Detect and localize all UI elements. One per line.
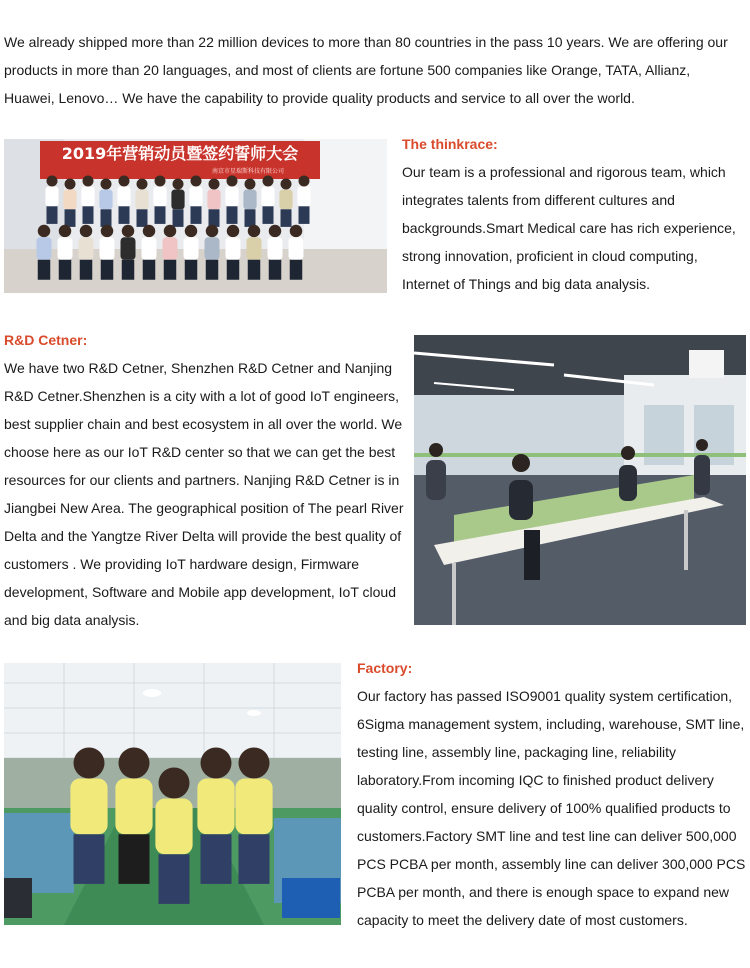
banner-subtext: 南京市星瑞斯科技有限公司 (211, 168, 284, 175)
factory-photo (4, 663, 341, 925)
intro-paragraph: We already shipped more than 22 million devices to more than 80 countries in the pass 10 years. We are offering our products in more than 20 languages, and most of clients are fortune 500 companies like Orange, TATA, Allianz, Huawei, Lenovo… We have the capability to provide quality products and service to all over the world. (4, 34, 728, 106)
factory-description: Our factory has passed ISO9001 quality system certification, 6Sigma management system, including, warehouse, SMT line, testing line, assembly line, packaging line, reliability laboratory.From incoming IQC to finished product delivery quality control, ensure delivery of 100% qualified products to customers.Factory SMT line and test line can deliver 500,000 PCS PCBA per month, assembly line can deliver 300,000 PCS PCBA per month, and there is enough space to expand new capacity to meet the delivery date of most customers. (357, 688, 746, 928)
rnd-description: We have two R&D Cetner, Shenzhen R&D Cetner and Nanjing R&D Cetner.Shenzhen is a city with a lot of good IoT engineers, best supplier chain and best ecosystem in all over the world. We choose here as our IoT R&D center so that we can get the best resources for our clients and partners. Nanjing R&D Cetner is in Jiangbei New Area. The geographical position of The pearl River Delta and the Yangtze River Delta will provide the best quality of customers . We providing IoT hardware design, Firmware development, Software and Mobile app development, IoT cloud and big data analysis. (4, 360, 404, 628)
rnd-office-photo (414, 335, 746, 625)
rnd-heading: R&D Cetner: (4, 332, 88, 348)
banner-text: 2019年营销动员暨签约誓师大会 (61, 144, 299, 163)
factory-heading: Factory: (357, 660, 413, 676)
team-description: Our team is a professional and rigorous team, which integrates talents from different cultures and backgrounds.Smart Medical care has rich experience, strong innovation, proficient in cloud computing, Internet of Things and big data analysis. (402, 164, 736, 292)
team-heading: The thinkrace: (402, 136, 498, 152)
team-photo (4, 139, 387, 293)
